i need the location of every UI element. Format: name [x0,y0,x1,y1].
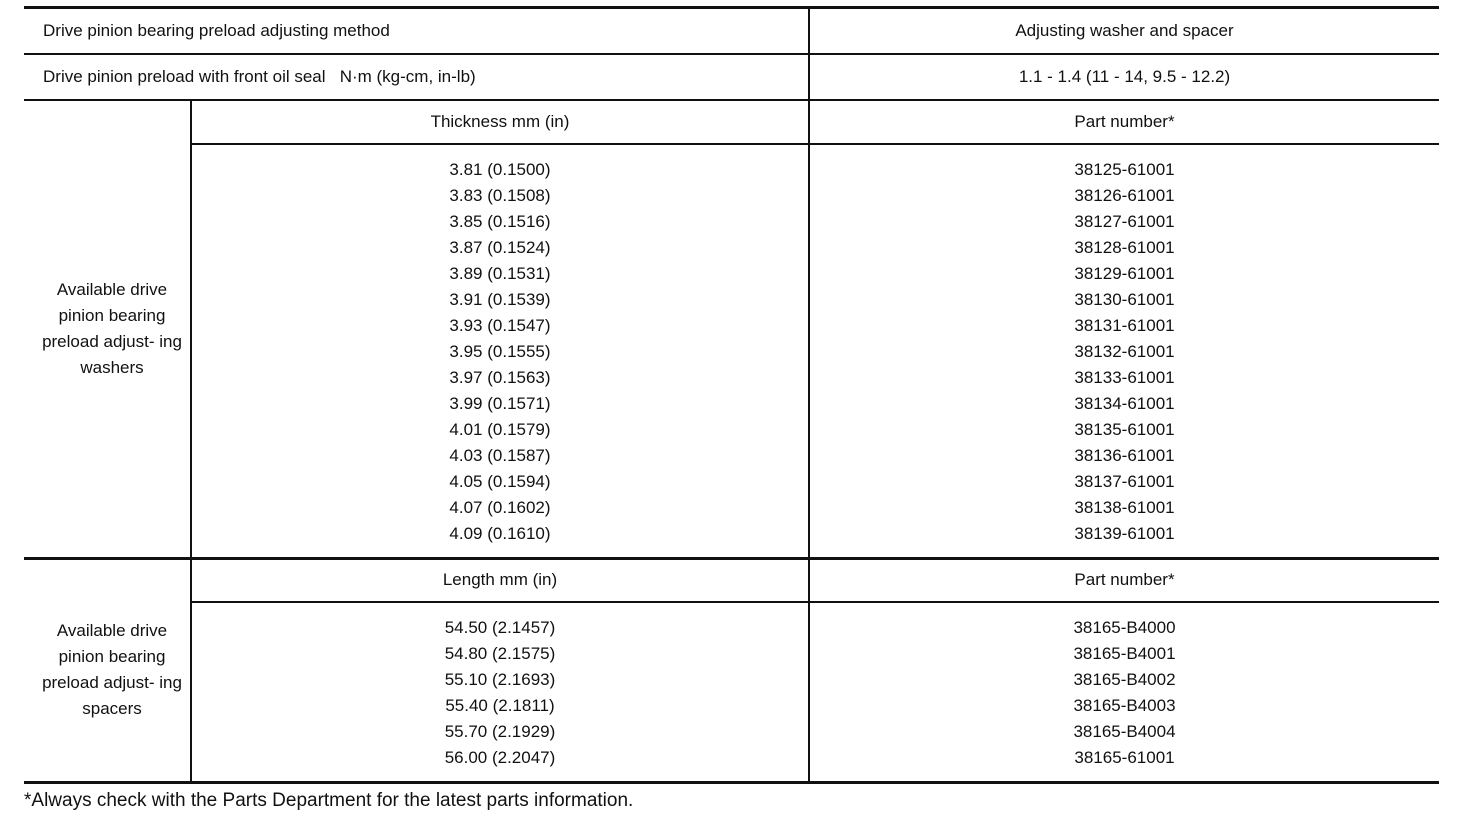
washer-part-number: 38138-61001 [1074,497,1175,517]
spacer-part-number: 38165-B4002 [1073,670,1176,689]
spacer-length-item: 55.70 (2.1929) [444,722,556,741]
washer-thickness-item: 4.03 (0.1587) [449,445,551,465]
washer-thickness-item: 4.05 (0.1594) [449,471,551,491]
washer-part-number: 38131-61001 [1074,315,1175,335]
spacer-length-cell [191,602,809,783]
washer-thickness-item: 3.81 (0.1500) [449,159,551,179]
washer-thickness-cell [191,144,809,559]
washer-thickness-item: 4.07 (0.1602) [449,497,551,517]
washer-part-list [810,157,1439,547]
washer-thickness-item: 3.97 (0.1563) [449,367,551,387]
spec-sheet [24,6,1439,784]
spacer-part-number: 38165-61001 [1074,748,1175,767]
washer-part-number: 38125-61001 [1074,159,1175,179]
washer-part-number: 38136-61001 [1074,445,1175,465]
washer-section-label [24,100,191,559]
washer-list-row [24,144,1439,559]
spacer-length-item: 55.10 (2.1693) [444,670,556,689]
washer-thickness-item: 3.91 (0.1539) [449,289,551,309]
method-label: Drive pinion bearing preload adjusting method [24,8,809,54]
washer-part-number: 38134-61001 [1074,393,1175,413]
washer-thickness-item: 3.89 (0.1531) [449,263,551,283]
method-value: Adjusting washer and spacer [809,8,1439,54]
spacer-part-number: 38165-B4001 [1073,644,1176,663]
washer-part-number: 38133-61001 [1074,367,1175,387]
washer-thickness-item: 3.95 (0.1555) [449,341,551,361]
spacer-section-label [24,558,191,783]
washer-part-number: 38128-61001 [1074,237,1175,257]
washer-part-number: 38129-61001 [1074,263,1175,283]
spacer-length-item: 55.40 (2.1811) [445,696,555,715]
spacer-part-header: Part number* [809,558,1439,602]
spacer-length-item: 56.00 (2.2047) [444,748,556,767]
washer-thickness-item: 3.99 (0.1571) [449,393,551,413]
washer-thickness-item: 3.83 (0.1508) [449,185,551,205]
spacer-list-row [24,602,1439,783]
washer-thickness-item: 4.01 (0.1579) [449,419,551,439]
washer-thickness-header: Thickness mm (in) [191,100,809,144]
washer-thickness-item: 3.93 (0.1547) [449,315,551,335]
spacer-length-header: Length mm (in) [191,558,809,602]
spacer-part-number: 38165-B4004 [1073,722,1176,741]
preload-row [24,54,1439,100]
spacer-part-number: 38165-B4003 [1073,696,1176,715]
spacer-part-number: 38165-B4000 [1073,618,1176,637]
washer-part-number: 38130-61001 [1074,289,1175,309]
method-row [24,8,1439,54]
washer-thickness-item: 3.85 (0.1516) [449,211,551,231]
spacer-section-text: Available drive pinion bearing preload adjust- ing spacers [42,621,182,719]
washer-thickness-item: 3.87 (0.1524) [449,237,551,257]
preload-value: 1.1 - 1.4 (11 - 14, 9.5 - 12.2) [809,54,1439,100]
washer-part-number: 38139-61001 [1074,523,1175,543]
washer-part-number: 38137-61001 [1074,471,1175,491]
washer-part-number: 38135-61001 [1074,419,1175,439]
washer-thickness-list [192,157,808,547]
washer-part-header: Part number* [809,100,1439,144]
washer-part-cell [809,144,1439,559]
spacer-header-row [24,558,1439,602]
washer-thickness-item: 4.09 (0.1610) [449,523,551,543]
washer-part-number: 38132-61001 [1074,341,1175,361]
spacer-part-cell [809,602,1439,783]
washer-header-row [24,100,1439,144]
spacer-length-list [192,615,808,771]
spacer-length-item: 54.80 (2.1575) [444,644,556,663]
preload-spec-table [24,6,1439,784]
preload-label: Drive pinion preload with front oil seal N·m (kg-cm, in-lb) [24,54,809,100]
spacer-length-item: 54.50 (2.1457) [444,618,556,637]
parts-footnote: *Always check with the Parts Department for the latest parts information. [24,790,634,811]
washer-part-number: 38127-61001 [1074,211,1175,231]
washer-part-number: 38126-61001 [1074,185,1175,205]
washer-section-text: Available drive pinion bearing preload adjust- ing washers [42,279,182,377]
spacer-part-list [810,615,1439,771]
